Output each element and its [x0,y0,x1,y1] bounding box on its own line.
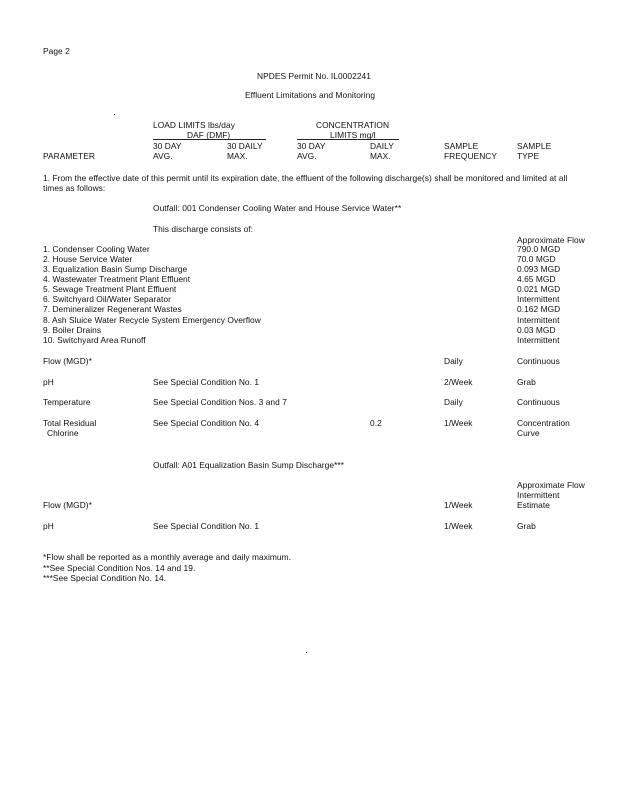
sample-type: Grab [517,521,536,531]
outfall-001-title: Outfall: 001 Condenser Cooling Water and House Service Water** [153,203,402,213]
sample-frequency: 2/Week [444,377,473,387]
sample-type: Continuous [517,397,560,407]
header-max-2: MAX. [370,151,391,161]
header-load-limits-sub: DAF (DMF) [187,130,231,140]
header-sample-freq-2: FREQUENCY [444,151,498,161]
header-30daily: 30 DAILY [227,141,263,151]
header-concentration-sub: LIMITS mg/l [330,130,376,140]
param-name: pH [43,521,54,531]
header-30day-1: 30 DAY [153,141,182,151]
list-item: 4. Wastewater Treatment Plant Effluent [43,274,191,284]
header-load-limits: LOAD LIMITS lbs/day [153,120,235,130]
header-30day-2: 30 DAY [297,141,326,151]
list-item: 7. Demineralizer Regenerant Wastes [43,304,182,314]
list-item-flow: 790.0 MGD [517,244,561,254]
list-item: 1. Condenser Cooling Water [43,244,150,254]
outfall-a01-title: Outfall: A01 Equalization Basin Sump Discharge*** [153,460,344,470]
sample-type: Grab [517,377,536,387]
param-name: Flow (MGD)* [43,500,92,510]
list-item-flow: 70.0 MGD [517,254,556,264]
sample-frequency: 1/Week [444,418,473,428]
header-parameter: PARAMETER [43,151,95,161]
param-name: Total Residual [43,418,97,428]
intro-paragraph: 1. From the effective date of this permit until its expiration date, the effluent of the following discharge(s) shall be monitored and limited at all times as follows: [43,173,568,193]
list-item: 5. Sewage Treatment Plant Effluent [43,284,177,294]
sample-frequency: 1/Week [444,500,473,510]
footnote: **See Special Condition Nos. 14 and 19. [43,563,196,573]
param-name-cont: Chlorine [47,428,79,438]
sample-frequency: Daily [444,356,463,366]
list-item-flow: 0.093 MGD [517,264,561,274]
header-rule-load [153,139,266,140]
sample-frequency: Daily [444,397,463,407]
page-subtitle: Effluent Limitations and Monitoring [245,90,376,100]
header-sample-freq-1: SAMPLE [444,141,479,151]
permit-number: NPDES Permit No. IL0002241 [257,71,371,81]
param-name: pH [43,377,54,387]
param-note: See Special Condition Nos. 3 and 7 [153,397,287,407]
footnote: *Flow shall be reported as a monthly average and daily maximum. [43,552,292,562]
daily-max-value: 0.2 [370,418,382,428]
sample-frequency: 1/Week [444,521,473,531]
header-avg-2: AVG. [297,151,317,161]
param-note: See Special Condition No. 4 [153,418,260,428]
page-label: Page 2 [43,46,70,56]
list-item-flow: 0.03 MGD [517,325,556,335]
list-item-flow: Intermittent [517,335,560,345]
list-item-flow: 0.162 MGD [517,304,561,314]
sample-type: Concentration [517,418,570,428]
list-item-flow: 4.65 MGD [517,274,556,284]
param-note: See Special Condition No. 1 [153,377,260,387]
a01-intermittent: Intermittent [517,490,560,500]
list-item-flow: Intermittent [517,294,560,304]
list-item: 3. Equalization Basin Sump Discharge [43,264,188,274]
header-daily: DAILY [370,141,394,151]
sample-type-cont: Curve [517,428,540,438]
param-name: Flow (MGD)* [43,356,92,366]
consists-of-text: This discharge consists of: [153,224,254,234]
sample-type: Continuous [517,356,560,366]
footnote: ***See Special Condition No. 14. [43,573,167,583]
list-item-flow: 0.021 MGD [517,284,561,294]
list-item: 8. Ash Sluice Water Recycle System Emergency Overflow [43,315,261,325]
header-rule-concentration [297,139,399,140]
list-item: 10. Switchyard Area Runoff [43,335,146,345]
param-name: Temperature [43,397,91,407]
header-max-1: MAX. [227,151,248,161]
scan-speck [306,652,307,653]
approx-flow-header: Approximate Flow [517,235,585,245]
a01-approx-flow-header: Approximate Flow [517,480,585,490]
header-sample-type-2: TYPE [517,151,540,161]
header-concentration: CONCENTRATION [316,120,390,130]
scan-speck [114,114,115,115]
sample-type: Estimate [517,500,550,510]
list-item: 2. House Service Water [43,254,133,264]
param-note: See Special Condition No. 1 [153,521,260,531]
list-item: 9. Boiler Drains [43,325,102,335]
list-item: 6. Switchyard Oil/Water Separator [43,294,171,304]
list-item-flow: Intermittent [517,315,560,325]
header-avg-1: AVG. [153,151,173,161]
header-sample-type-1: SAMPLE [517,141,552,151]
